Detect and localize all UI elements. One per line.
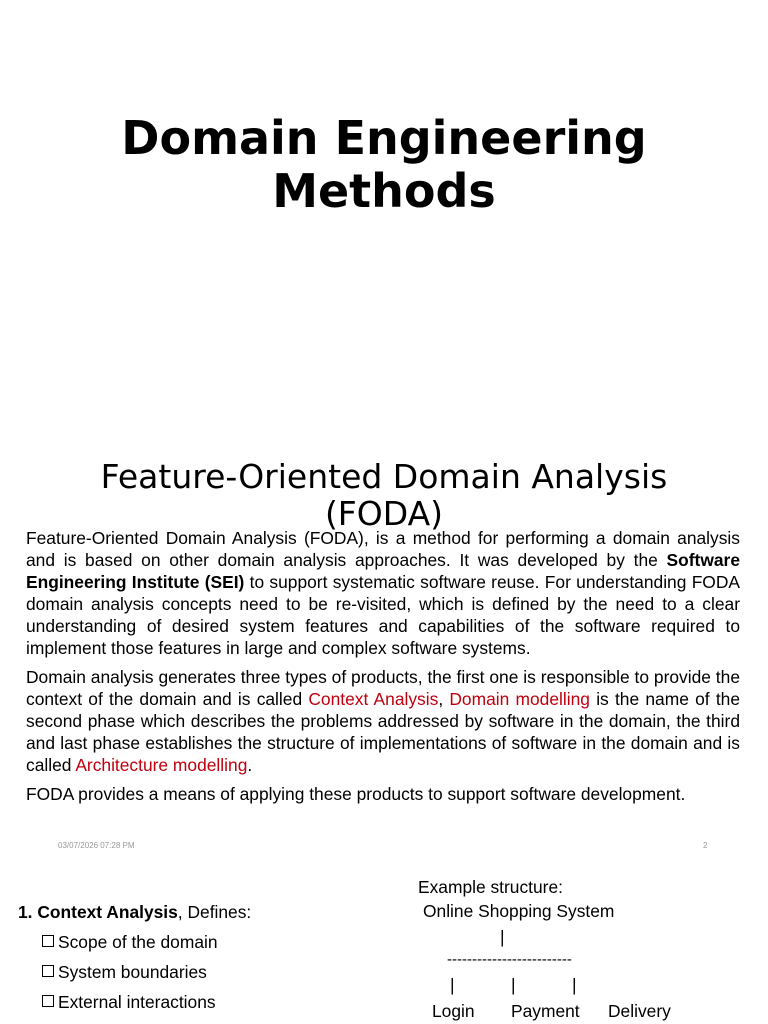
foda-paragraph-3: FODA provides a means of applying these products to support software development.	[26, 784, 686, 804]
tree-child-node: Payment	[511, 1001, 580, 1021]
context-analysis-highlight: Context Analysis	[308, 689, 439, 709]
foda-paragraph-2	[26, 666, 740, 776]
bullet-text: System boundaries	[58, 962, 207, 982]
paragraph-2-separator: ,	[438, 689, 450, 709]
bullet-text: Scope of the domain	[58, 932, 218, 952]
bullet-item	[42, 992, 216, 1013]
tree-child-node: Delivery	[608, 1001, 671, 1021]
tree-connector: |	[511, 975, 516, 995]
heading-bold: Context Analysis	[37, 902, 178, 922]
foda-body-text	[26, 527, 740, 812]
example-label: Example structure:	[418, 877, 563, 897]
foda-paragraph-1	[26, 527, 740, 659]
slide-title-line-2: Methods	[272, 164, 496, 218]
paragraph-2-text-a: Domain analysis generates three types of products, the first one is responsible to provide the context of the domain and is called	[26, 667, 740, 709]
slide-title	[0, 112, 768, 218]
paragraph-1-text-b: to support systematic software reuse. For understanding FODA domain analysis concepts need to be re-visited, which is defined by the need to a clear understanding of desired system features and capabilities of the software required to implement those features in large and complex software systems.	[26, 572, 740, 658]
foda-title-line-1: Feature-Oriented Domain Analysis	[100, 457, 668, 496]
tree-connector: |	[572, 975, 577, 995]
tree-connector: |	[450, 975, 455, 995]
sei-bold-text: Software Engineering Institute (SEI)	[26, 550, 740, 592]
heading-number: 1.	[18, 902, 38, 922]
paragraph-2-text-b: is the name of the second phase which describes the problems addressed by software in the domain, the third and last phase establishes the structure of implementations of software in the domain and is called	[26, 689, 740, 775]
example-root-node: Online Shopping System	[423, 901, 615, 921]
bullet-text: External interactions	[58, 992, 216, 1012]
heading-rest: , Defines:	[177, 902, 252, 922]
bullet-item	[42, 962, 207, 983]
tree-branch-line: -------------------------	[447, 951, 572, 968]
paragraph-1-text-a: Feature-Oriented Domain Analysis (FODA), is a method for performing a domain analysis and is based on other domain analysis approaches. It was developed by the	[26, 528, 740, 570]
checkbox-square-icon	[42, 995, 54, 1007]
slide-title-line-1: Domain Engineering	[121, 111, 647, 165]
slide-footer-date: 03/07/2026 07:28 PM	[58, 841, 135, 850]
bullet-item	[42, 932, 218, 953]
foda-title-line-2: (FODA)	[324, 494, 444, 533]
paragraph-2-end: .	[247, 755, 253, 775]
tree-connector: |	[500, 927, 505, 947]
foda-title	[0, 458, 768, 532]
context-analysis-heading	[18, 902, 251, 923]
checkbox-square-icon	[42, 965, 54, 977]
tree-child-node: Login	[432, 1001, 475, 1021]
checkbox-square-icon	[42, 935, 54, 947]
slide-number: 2	[703, 841, 708, 850]
architecture-modelling-highlight: Architecture modelling	[75, 755, 248, 775]
domain-modelling-highlight: Domain modelling	[449, 689, 590, 709]
